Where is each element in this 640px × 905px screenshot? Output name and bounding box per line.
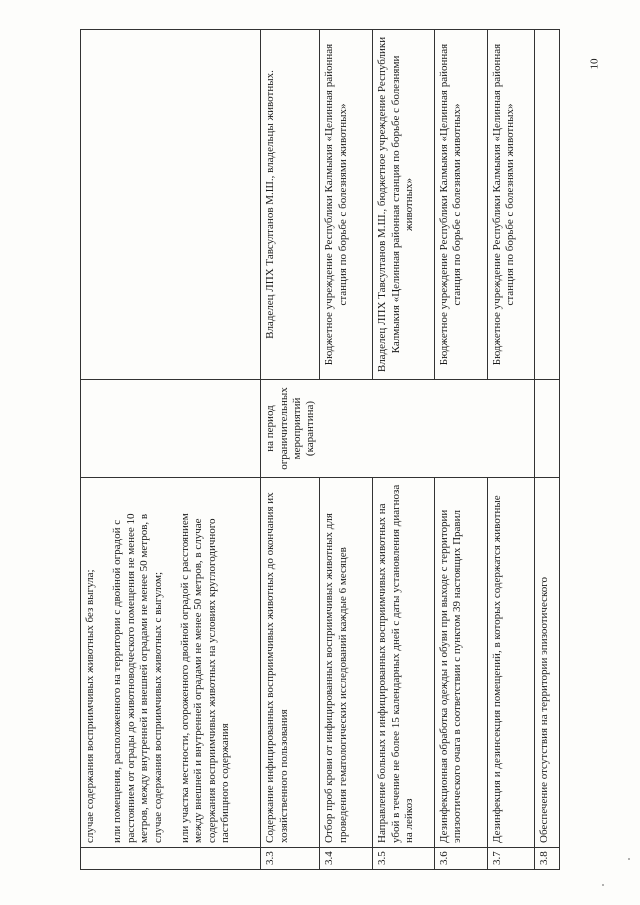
row-number: 3.4 [320,848,373,870]
row-term [534,380,559,478]
row-action: Содержание инфицированных восприимчивых животных до окончания их хозяйственного пользования [261,478,320,848]
row-action: Дезинфекция и дезинсекция помещений, в которых содержатся животные [487,478,534,848]
row-number [81,848,261,870]
row-responsible: Бюджетное учреждение Республики Калмыкия «Целинная районная станция по борьбе с болезнями животных» [320,30,373,380]
scan-speck [628,858,630,860]
row-responsible: Бюджетное учреждение Республики Калмыкия «Целинная районная станция по борьбе с болезнями животных» [434,30,487,380]
row-action: Направление больных и инфицированных восприимчивых животных на убой в течение не более 15 календарных дней с даты установления диагноза на лейкоз [373,478,434,848]
row-action [81,478,261,848]
action-paragraph: или участка местности, огороженного двойной оградой с расстоянием между внешней и внутренней оградами не менее 50 метров, в случае содержания восприимчивых животных на условиях круглогодичного пастбищного содержания [179,513,232,843]
action-paragraph: или помещения, расположенного на территории с двойной оградой с расстоянием от ограды до животноводческого помещения не менее 10 метров, между внутренней и внешней оградами не менее 50 метров, в случае содержания восприимчивых животных с выгулом; [111,513,164,843]
rotated-table-container [80,30,560,870]
row-responsible [534,30,559,380]
document-frame [80,30,560,870]
row-responsible: Владелец ЛПХ Тавсултанов М.Ш., владельцы животных. [261,30,320,380]
row-number: 3.7 [487,848,534,870]
table-row [261,30,320,870]
row-responsible: Бюджетное учреждение Республики Калмыкия «Целинная районная станция по борьбе с болезнями животных» [487,30,534,380]
row-action: Обеспечение отсутствия на территории эпизоотического [534,478,559,848]
row-action: Дезинфекционная обработка одежды и обуви при выходе с территории эпизоотического очага в соответствии с пунктом 39 настоящих Правил [434,478,487,848]
row-action: Отбор проб крови от инфицированных восприимчивых животных для проведения гематологических исследований каждые 6 месяцев [320,478,373,848]
table-row [81,30,261,870]
row-term: на период ограничительных мероприятий (карантина) [261,380,534,478]
row-term [81,380,261,478]
measures-table [80,29,560,870]
row-responsible: Владелец ЛПХ Тавсултанов М.Ш., бюджетное учреждение Республики Калмыкия «Целинная районная станция по борьбе с болезнями животных» [373,30,434,380]
row-number: 3.5 [373,848,434,870]
table-row [534,30,559,870]
scan-speck [602,884,604,886]
action-paragraph: случае содержания восприимчивых животных без выгула; [84,569,96,843]
row-number: 3.8 [534,848,559,870]
row-number: 3.6 [434,848,487,870]
row-responsible [81,30,261,380]
page-number: 10 [588,58,601,70]
row-number: 3.3 [261,848,320,870]
